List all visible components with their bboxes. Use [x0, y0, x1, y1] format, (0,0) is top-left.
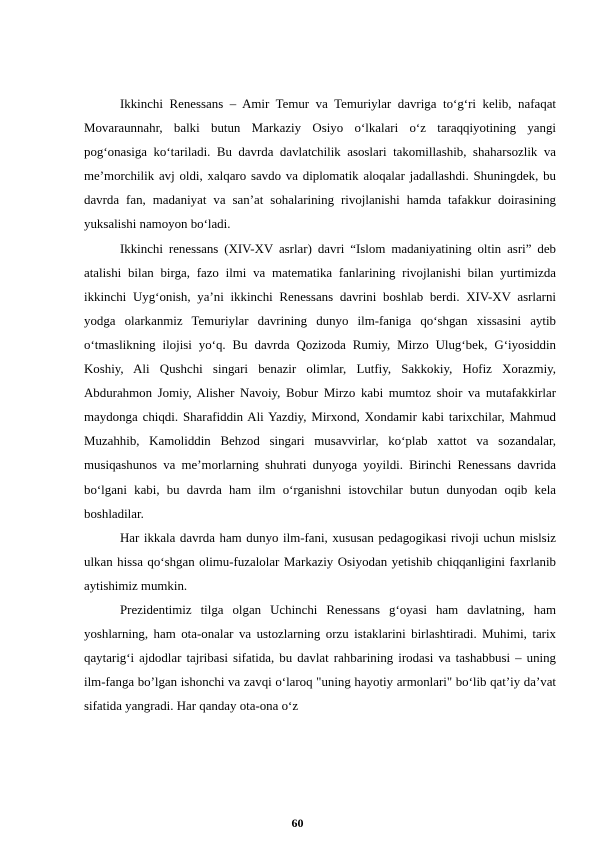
paragraph-1: Ikkinchi Renessans – Amir Temur va Temuriylar davriga to‘g‘ri kelib, nafaqat Movaraunnahr, balki butun Markaziy Osiyo o‘lkalari o‘z taraqqiyotining yangi pog‘onasiga ko‘tariladi. Bu davrda davlatchilik asoslari takomillashib, shaharsozlik va me’morchilik avj oldi, xalqaro savdo va diplomatik aloqalar jadallashdi. Shuningdek, bu davrda fan, madaniyat va san’at sohalarining rivojlanishi hamda tafakkur doirasining yuksalishi namoyon bo‘ladi.	[84, 97, 556, 232]
paragraph-4: Prezidentimiz tilga olgan Uchinchi Renessans g‘oyasi ham davlatning, ham yoshlarning, ham ota-onalar va ustozlarning orzu istaklarini birlashtiradi. Muhimi, tarix qaytarig‘i ajdodlar tajribasi sifatida, bu davlat rahbarining irodasi va tashabbusi – uning ilm-fanga bo’lgan ishonchi va zavqi o‘laroq "uning hayotiy armonlari" bo‘lib qat’iy da’vat sifatida yangradi. Har qanday ota-ona o‘z	[84, 602, 556, 714]
paragraph-3: Har ikkala davrda ham dunyo ilm-fani, xususan pedagogikasi rivoji uchun mislsiz ulkan hissa qo‘shgan olimu-fuzalolar Markaziy Osiyodan yetishib chiqqanligini faxrlanib aytishimiz mumkin.	[84, 530, 556, 593]
page-number: 60	[291, 816, 304, 830]
document-body	[84, 92, 556, 718]
paragraph-2: Ikkinchi renessans (XIV-XV asrlar) davri “Islom madaniyatining oltin asri” deb atalishi bilan birga, fazo ilmi va matematika fanlarining rivojlanishi bilan yurtimizda ikkinchi Uyg‘onish, ya’ni ikkinchi Renessans davrini boshlab berdi. XIV-XV asrlarni yodga olarkanmiz Temuriylar davrining dunyo ilm-faniga qo‘shgan xissasini aytib o‘tmaslikning ilojisi yo‘q. Bu davrda Qozizoda Rumiy, Mirzo Ulug‘bek, G‘iyosiddin Koshiy, Ali Qushchi singari benazir olimlar, Lutfiy, Sakkokiy, Hofiz Xorazmiy, Abdurahmon Jomiy, Alisher Navoiy, Bobur Mirzo kabi mumtoz shoir va mutafakkirlar maydonga chiqdi. Sharafiddin Ali Yazdiy, Mirxond, Xondamir kabi tarixchilar, Mahmud Muzahhib, Kamoliddin Behzod singari musavvirlar, ko‘plab xattot va sozandalar, musiqashunos va me’morlarning shuhrati dunyoga yoyildi. Birinchi Renessans davrida bo‘lgani kabi, bu davrda ham ilm o‘rganishni istovchilar butun dunyodan oqib kela boshladilar.	[84, 241, 556, 521]
